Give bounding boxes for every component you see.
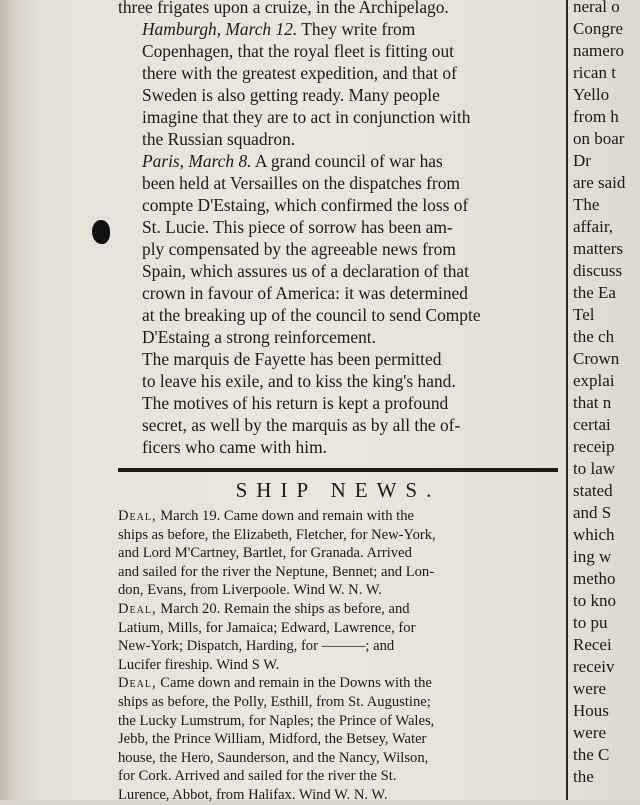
right-line: the Ea	[573, 283, 616, 302]
fayette-paragraph: The marquis de Fayette has been permitted to leave his exile, and to kiss the king's hand. The motives of his return is kept a profound secret, as well by the marquis as by all the of- ficers who came with him.	[142, 349, 461, 457]
right-line: receip	[573, 437, 615, 456]
right-line: that n	[573, 393, 612, 412]
page-fold-shadow	[0, 0, 14, 800]
right-line: Dr	[573, 151, 591, 170]
right-line: Hous	[573, 701, 609, 720]
entry-lead: Deal,	[118, 508, 157, 524]
right-line: discuss	[573, 261, 623, 280]
right-line: Congre	[573, 19, 624, 38]
column-rule	[566, 0, 568, 800]
entry-lead: Deal,	[118, 600, 157, 617]
right-line: to pu	[573, 613, 608, 632]
ship-news-heading: SHIP NEWS.	[235, 478, 441, 502]
right-line: the C	[573, 745, 610, 764]
right-line: Crown	[573, 349, 620, 368]
right-column-fragment	[573, 0, 640, 788]
right-line: to law	[573, 459, 616, 478]
dateline: Hamburgh, March 12.	[142, 19, 298, 39]
main-column	[118, 0, 558, 805]
right-line: the	[573, 767, 594, 786]
right-line: explai	[573, 371, 615, 390]
right-line: Yello	[573, 85, 610, 104]
right-line: namero	[573, 41, 624, 60]
right-line: are said	[573, 173, 626, 192]
right-line: matters	[573, 239, 624, 258]
right-line: to kno	[573, 591, 616, 610]
right-line: were	[573, 679, 607, 698]
right-line: from h	[573, 107, 619, 126]
right-line: ing w	[573, 547, 612, 566]
hamburgh-paragraph: Hamburgh, March 12. They write from Copenhagen, that the royal fleet is fitting out there with the greatest expedition, and that of Sweden is also getting ready. Many people imagine that they are to act in conjunction with the Russian squadron.	[142, 19, 471, 149]
right-line: neral o	[573, 0, 620, 16]
right-line: rican t	[573, 63, 616, 82]
right-line: Tel	[573, 305, 595, 324]
ship-entry-1: Deal, March 19. Came down and remain with the ships as before, the Elizabeth, Fletcher, for New-York, and Lord M'Cartney, Bartlet, for Granada. Arrived and sailed for the river the Neptune, Bennet; and Lon- don, Evans, from Liverpoole. Wind W. N. W.	[118, 508, 436, 599]
section-divider	[118, 468, 558, 472]
right-line: Recei	[573, 635, 612, 654]
right-line: certai	[573, 415, 611, 434]
right-line: metho	[573, 569, 616, 588]
right-line: and S	[573, 503, 612, 522]
right-line: were	[573, 723, 607, 742]
dateline: Paris, March 8.	[142, 151, 252, 171]
right-line: which	[573, 525, 615, 544]
right-line: affair,	[573, 217, 614, 236]
right-line: receiv	[573, 657, 615, 676]
ship-entry-2: Deal, March 20. Remain the ships as before, and Latium, Mills, for Jamaica; Edward, Lawrence, for New-York; Dispatch, Harding, for ———; and Lucifer fireship. Wind S W.	[118, 600, 416, 673]
right-line: The	[573, 195, 600, 214]
top-line: three frigates upon a cruize, in the Archipelago.	[118, 0, 449, 17]
paris-paragraph: Paris, March 8. A grand council of war has been held at Versailles on the dispatches from compte D'Estaing, which confirmed the loss of St. Lucie. This piece of sorrow has been am- ply compensated by the agreeable news from Spain, which assures us of a declaration of that crown in favour of America: it was determined at the breaking up of the council to send Compte D'Estaing a strong reinforcement.	[142, 151, 481, 347]
right-line: the ch	[573, 327, 615, 346]
entry-lead: Deal,	[118, 675, 157, 692]
right-line: on boar	[573, 129, 625, 148]
ship-entry-3: Deal, Came down and remain in the Downs with the ships as before, the Polly, Esthill, from St. Augustine; the Lucky Lumstrum, for Naples; the Prince of Wales, Jebb, the Prince William, Midford, the Betsey, Water house, the Hero, Saunderson, and the Nancy, Wilson, for Cork. Arrived and sailed for the river the St. Lurence, Abbot, from Halifax. Wind W. N. W.	[118, 675, 435, 803]
right-line: stated	[573, 481, 613, 500]
ink-blot	[92, 220, 110, 244]
